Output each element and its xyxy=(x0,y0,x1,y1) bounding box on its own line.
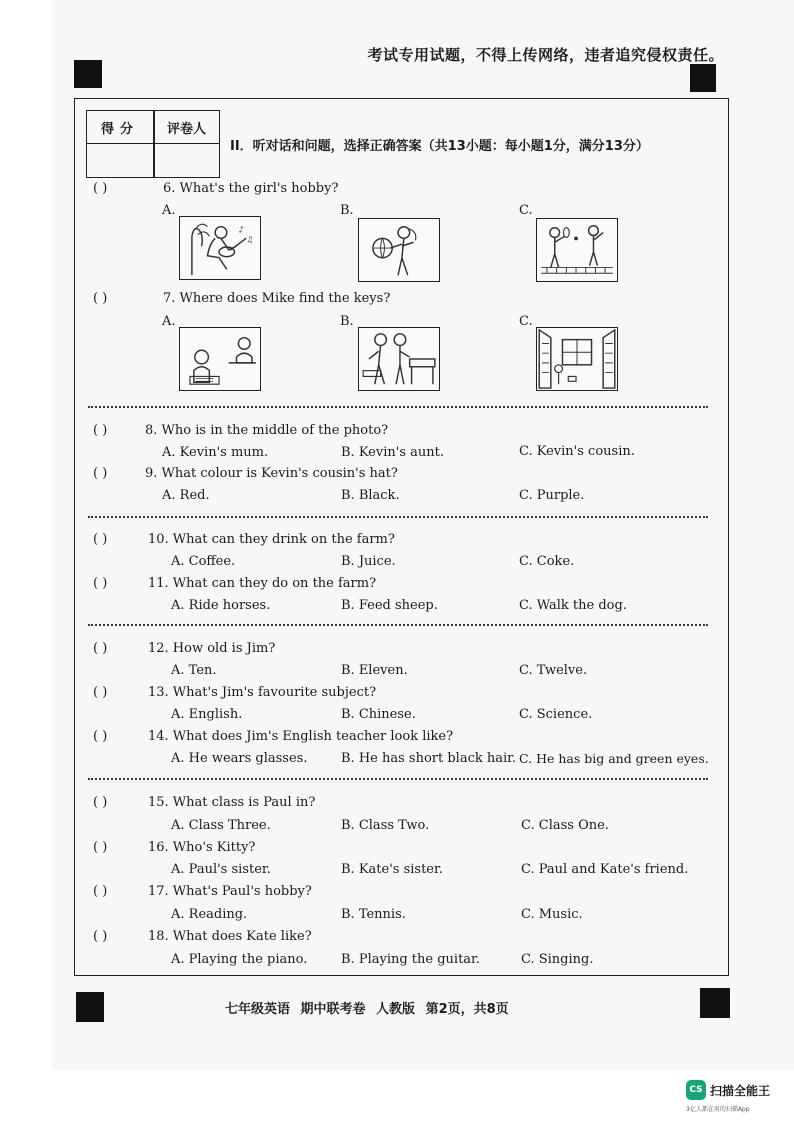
q18-option-b[interactable]: B. Playing the guitar. xyxy=(341,952,480,967)
question-text: 17. What's Paul's hobby? xyxy=(148,884,312,899)
q18-option-c[interactable]: C. Singing. xyxy=(521,952,594,967)
q11-option-b[interactable]: B. Feed sheep. xyxy=(341,598,438,613)
girl-with-ball-icon[interactable] xyxy=(358,218,440,282)
question-text: 11. What can they do on the farm? xyxy=(148,576,377,591)
answer-paren[interactable]: ( ) xyxy=(93,576,108,591)
q12-option-b[interactable]: B. Eleven. xyxy=(341,663,408,678)
q11-option-a[interactable]: A. Ride horses. xyxy=(171,598,271,613)
q13-option-c[interactable]: C. Science. xyxy=(519,707,593,722)
q13-option-b[interactable]: B. Chinese. xyxy=(341,707,416,722)
q8-option-a[interactable]: A. Kevin's mum. xyxy=(162,445,269,460)
page-footer: 七年级英语 期中联考卷 人教版 第2页，共8页 xyxy=(225,1002,509,1017)
girl-playing-guitar-icon[interactable] xyxy=(179,216,261,280)
q9-option-c[interactable]: C. Purple. xyxy=(519,488,585,503)
q17-option-c[interactable]: C. Music. xyxy=(521,907,583,922)
answer-paren[interactable]: ( ) xyxy=(93,423,108,438)
answer-paren[interactable]: ( ) xyxy=(93,685,108,700)
q16-option-a[interactable]: A. Paul's sister. xyxy=(171,862,271,877)
q11-option-c[interactable]: C. Walk the dog. xyxy=(519,598,627,613)
q9-option-a[interactable]: A. Red. xyxy=(162,488,210,503)
question-text: 18. What does Kate like? xyxy=(148,929,312,944)
section-title: II．听对话和问题，选择正确答案（共13小题：每小题1分，满分13分） xyxy=(230,139,649,154)
question-text: 8. Who is in the middle of the photo? xyxy=(145,423,389,438)
q16-option-c[interactable]: C. Paul and Kate's friend. xyxy=(521,862,689,877)
q15-option-b[interactable]: B. Class Two. xyxy=(341,818,430,833)
corner-mark-bottom-right xyxy=(700,988,730,1018)
score-box xyxy=(86,110,220,178)
q15-option-c[interactable]: C. Class One. xyxy=(521,818,609,833)
answer-paren[interactable]: ( ) xyxy=(93,729,108,744)
q14-option-c[interactable]: C. He has big and green eyes. xyxy=(519,751,709,766)
answer-paren[interactable]: ( ) xyxy=(93,884,108,899)
q14-option-a[interactable]: A. He wears glasses. xyxy=(171,751,308,766)
q9-option-b[interactable]: B. Black. xyxy=(341,488,400,503)
students-at-desk-icon[interactable] xyxy=(358,327,440,391)
scanner-app-name: 扫描全能王 xyxy=(710,1084,771,1098)
q18-option-a[interactable]: A. Playing the piano. xyxy=(171,952,308,967)
corner-mark-bottom-left xyxy=(76,992,104,1022)
library-shelves-icon[interactable] xyxy=(536,327,618,391)
answer-paren[interactable]: ( ) xyxy=(93,840,108,855)
question-text: 15. What class is Paul in? xyxy=(148,795,316,810)
section-divider xyxy=(88,624,708,626)
answer-paren[interactable]: ( ) xyxy=(93,641,108,656)
section-divider xyxy=(88,516,708,518)
question-text: 6. What's the girl's hobby? xyxy=(163,181,339,196)
q10-option-a[interactable]: A. Coffee. xyxy=(171,554,236,569)
q7-option-c-label: C. xyxy=(519,314,533,329)
question-text: 9. What colour is Kevin's cousin's hat? xyxy=(145,466,398,481)
q13-option-a[interactable]: A. English. xyxy=(171,707,243,722)
copyright-notice: 考试专用试题，不得上传网络，违者追究侵权责任。 xyxy=(367,46,724,64)
question-text: 10. What can they drink on the farm? xyxy=(148,532,395,547)
q10-option-b[interactable]: B. Juice. xyxy=(341,554,396,569)
people-playing-tennis-icon[interactable] xyxy=(536,218,618,282)
q6-option-a-label: A. xyxy=(162,203,176,218)
corner-mark-top-left xyxy=(74,60,102,88)
q17-option-a[interactable]: A. Reading. xyxy=(171,907,248,922)
q6-option-b-label: B. xyxy=(340,203,354,218)
q12-option-c[interactable]: C. Twelve. xyxy=(519,663,588,678)
q16-option-b[interactable]: B. Kate's sister. xyxy=(341,862,443,877)
q17-option-b[interactable]: B. Tennis. xyxy=(341,907,406,922)
svg-text:♪: ♪ xyxy=(238,225,244,236)
section-divider xyxy=(88,406,708,408)
svg-text:♫: ♫ xyxy=(246,235,254,245)
score-box-divider xyxy=(153,111,155,177)
question-text: 13. What's Jim's favourite subject? xyxy=(148,685,377,700)
q7-option-a-label: A. xyxy=(162,314,176,329)
q12-option-a[interactable]: A. Ten. xyxy=(171,663,217,678)
camscanner-logo-icon: CS xyxy=(686,1080,706,1100)
answer-paren[interactable]: ( ) xyxy=(93,181,108,196)
corner-mark-top-right xyxy=(690,64,716,92)
grader-label: 评卷人 xyxy=(167,122,207,137)
answer-paren[interactable]: ( ) xyxy=(93,532,108,547)
answer-paren[interactable]: ( ) xyxy=(93,929,108,944)
q6-option-c-label: C. xyxy=(519,203,533,218)
q8-option-c[interactable]: C. Kevin's cousin. xyxy=(519,444,635,459)
q10-option-c[interactable]: C. Coke. xyxy=(519,554,575,569)
answer-paren[interactable]: ( ) xyxy=(93,795,108,810)
answer-paren[interactable]: ( ) xyxy=(93,291,108,306)
q7-option-b-label: B. xyxy=(340,314,354,329)
q8-option-b[interactable]: B. Kevin's aunt. xyxy=(341,445,444,460)
question-text: 14. What does Jim's English teacher look like? xyxy=(148,729,454,744)
classroom-desk-icon[interactable] xyxy=(179,327,261,391)
question-text: 7. Where does Mike find the keys? xyxy=(163,291,391,306)
section-divider xyxy=(88,778,708,780)
score-label: 得分 xyxy=(101,122,140,137)
answer-paren[interactable]: ( ) xyxy=(93,466,108,481)
q14-option-b[interactable]: B. He has short black hair. xyxy=(341,751,517,766)
q15-option-a[interactable]: A. Class Three. xyxy=(171,818,271,833)
question-text: 12. How old is Jim? xyxy=(148,641,276,656)
question-text: 16. Who's Kitty? xyxy=(148,840,256,855)
scanner-tagline: 3亿人都在用的扫描App xyxy=(686,1106,750,1113)
